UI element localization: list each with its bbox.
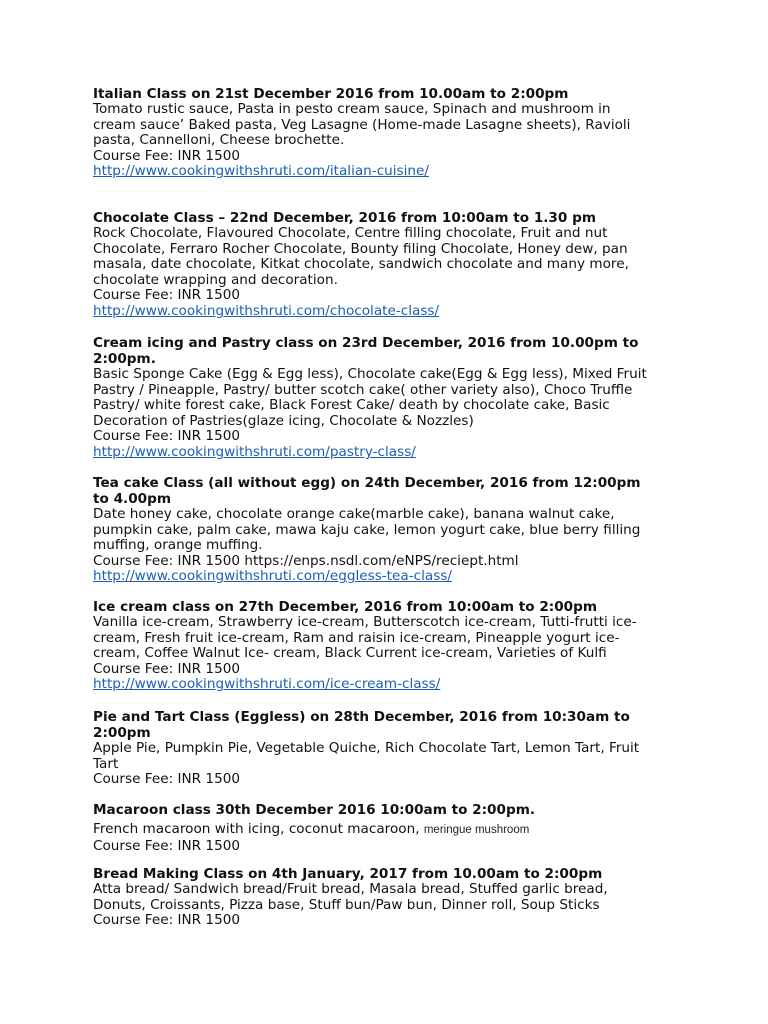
class-description-line: cream sauce’ Baked pasta, Veg Lasagne (Home-made Lasagne sheets), Ravioli [93, 116, 631, 133]
class-description-line: Pastry/ white forest cake, Black Forest Cake/ death by chocolate cake, Basic [93, 397, 610, 414]
class-title: Chocolate Class – 22nd December, 2016 from 10:00am to 1.30 pm [93, 210, 596, 226]
class-description-line: Decoration of Pastries(glaze icing, Chocolate & Nozzles) [93, 412, 474, 429]
class-tea-cake [93, 475, 693, 585]
class-title: Tea cake Class (all without egg) on 24th December, 2016 from 12:00pm [93, 475, 641, 491]
class-pie-tart [93, 709, 693, 788]
class-bread-making [93, 866, 693, 929]
course-fee: Course Fee: INR 1500 [93, 771, 241, 788]
class-description-line: muffing, orange muffing. [93, 537, 263, 554]
class-description-line: Date honey cake, chocolate orange cake(marble cake), banana walnut cake, [93, 506, 615, 522]
class-description-line: Rock Chocolate, Flavoured Chocolate, Centre filling chocolate, Fruit and nut [93, 225, 608, 241]
class-link[interactable]: http://www.cookingwithshruti.com/italian-cuisine/ [93, 163, 429, 180]
class-description-line: cream, Fresh fruit ice-cream, Ram and raisin ice-cream, Pineapple yogurt ice- [93, 629, 620, 646]
class-title: Ice cream class on 27th December, 2016 from 10:00am to 2:00pm [93, 599, 598, 615]
class-title: 2:00pm [93, 725, 151, 741]
class-description-line: Tart [93, 755, 119, 772]
class-description-line: Apple Pie, Pumpkin Pie, Vegetable Quiche, Rich Chocolate Tart, Lemon Tart, Fruit [93, 740, 640, 756]
class-description-line: Vanilla ice-cream, Strawberry ice-cream, Butterscotch ice-cream, Tutti-frutti ice- [93, 614, 637, 630]
class-link[interactable]: http://www.cookingwithshruti.com/chocolate-class/ [93, 302, 440, 319]
class-macaroon [93, 802, 693, 854]
class-description-line: Pastry / Pineapple, Pastry/ butter scotch cake( other variety also), Choco Truffle [93, 381, 633, 398]
class-ice-cream [93, 599, 693, 693]
class-description-line: masala, date chocolate, Kitkat chocolate, sandwich chocolate and many more, [93, 256, 629, 273]
class-description-line: Tomato rustic sauce, Pasta in pesto cream sauce, Spinach and mushroom in [93, 101, 611, 117]
class-chocolate [93, 210, 693, 320]
course-fee: Course Fee: INR 1500 https://enps.nsdl.com/eNPS/reciept.html [93, 552, 519, 569]
class-italian [93, 86, 693, 180]
course-fee: Course Fee: INR 1500 [93, 428, 241, 445]
class-description-line: Donuts, Croissants, Pizza base, Stuff bun/Paw bun, Dinner roll, Soup Sticks [93, 896, 600, 913]
class-description-line: pumpkin cake, palm cake, mawa kaju cake, lemon yogurt cake, blue berry filling [93, 521, 641, 538]
class-title: Bread Making Class on 4th January, 2017 from 10.00am to 2:00pm [93, 866, 603, 882]
class-description-line: cream, Coffee Walnut Ice- cream, Black Current ice-cream, Varieties of Kulfi [93, 645, 607, 662]
class-title: Macaroon class 30th December 2016 10:00am to 2:00pm. [93, 802, 536, 818]
class-title: Pie and Tart Class (Eggless) on 28th December, 2016 from 10:30am to [93, 709, 630, 725]
course-fee: Course Fee: INR 1500 [93, 147, 241, 164]
class-description-line: Chocolate, Ferraro Rocher Chocolate, Bounty filing Chocolate, Honey dew, pan [93, 240, 628, 257]
course-fee: Course Fee: INR 1500 [93, 912, 241, 929]
class-description-text: French macaroon with icing, coconut macaroon, [93, 821, 424, 837]
class-link[interactable]: http://www.cookingwithshruti.com/pastry-class/ [93, 443, 416, 460]
course-fee: Course Fee: INR 1500 [93, 660, 241, 677]
course-fee: Course Fee: INR 1500 [93, 287, 241, 304]
class-description-line [93, 822, 693, 839]
class-title: Italian Class on 21st December 2016 from 10.00am to 2:00pm [93, 86, 569, 102]
class-description-line: Basic Sponge Cake (Egg & Egg less), Chocolate cake(Egg & Egg less), Mixed Fruit [93, 366, 647, 382]
class-description-text-small: meringue mushroom [423, 824, 530, 836]
class-link[interactable]: http://www.cookingwithshruti.com/ice-cream-class/ [93, 676, 441, 693]
class-description-line: Atta bread/ Sandwich bread/Fruit bread, Masala bread, Stuffed garlic bread, [93, 881, 608, 897]
class-title: to 4.00pm [93, 491, 172, 507]
class-description-line: chocolate wrapping and decoration. [93, 271, 338, 288]
class-title: 2:00pm. [93, 351, 156, 367]
class-description-line: pasta, Cannelloni, Cheese brochette. [93, 132, 345, 149]
class-title: Cream icing and Pastry class on 23rd December, 2016 from 10.00pm to [93, 335, 639, 351]
course-fee: Course Fee: INR 1500 [93, 837, 241, 854]
class-pastry [93, 335, 693, 461]
class-link[interactable]: http://www.cookingwithshruti.com/eggless-tea-class/ [93, 568, 452, 585]
